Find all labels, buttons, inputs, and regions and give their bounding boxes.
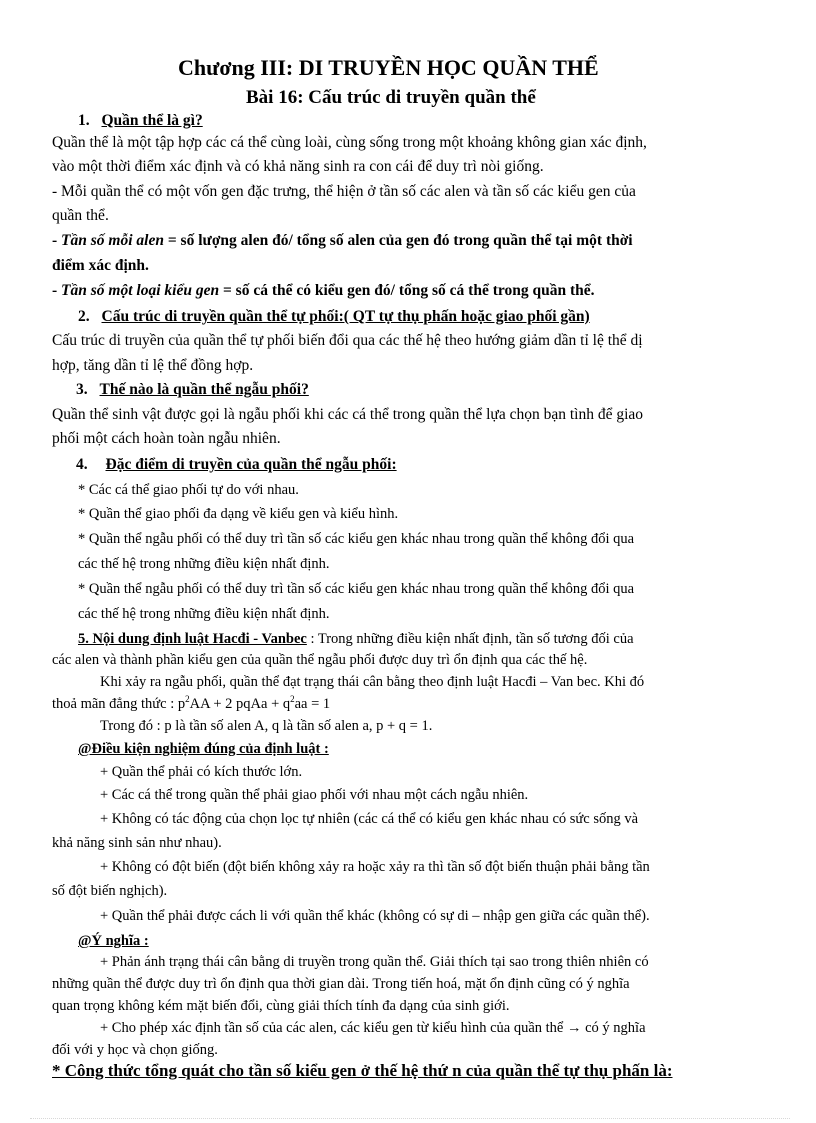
equation-text: aa = 1	[294, 696, 331, 712]
section-5-title: 5. Nội dung định luật Hacđi - Vanbec	[78, 631, 307, 647]
list-item: + Không có tác động của chọn lọc tự nhiên (các cá thể có kiểu gen khác nhau có sức sống và	[100, 811, 639, 827]
paragraph: quần thể.	[52, 207, 109, 224]
section-1-heading	[78, 111, 203, 131]
paragraph: những quần thể được duy trì ổn định qua thời gian dài. Trong tiến hoá, mặt ổn định cũng có ý nghĩa	[52, 976, 630, 992]
definition-text: = số cá thể có kiểu gen đó/ tổng số cá thể trong quần thể.	[219, 282, 595, 299]
meaning-heading: @Ý nghĩa :	[78, 933, 149, 949]
page-bottom-divider	[30, 1118, 790, 1119]
section-2-title: Cấu trúc di truyền quần thể tự phối:( QT tự thụ phấn hoặc giao phối gần)	[101, 308, 590, 325]
definition-genotype-frequency	[52, 281, 594, 301]
list-item: * Quần thể ngẫu phối có thể duy trì tần số các kiểu gen khác nhau trong quần thể không đổi qua	[78, 531, 635, 547]
paragraph: Cấu trúc di truyền của quần thể tự phối biến đổi qua các thế hệ theo hướng giảm dần tỉ lệ thể dị	[52, 332, 643, 349]
list-item: + Quần thể phải có kích thước lớn.	[100, 764, 303, 780]
paragraph: vào một thời điểm xác định và có khả năng sinh ra con cái để duy trì nòi giống.	[52, 158, 544, 175]
list-item: + Không có đột biến (đột biến không xảy ra hoặc xảy ra thì tần số đột biến thuận phải bằng tần	[100, 859, 650, 875]
paragraph: Quần thể sinh vật được gọi là ngẫu phối khi các cá thể trong quần thể lựa chọn bạn tình để giao	[52, 406, 644, 423]
list-item: số đột biến nghịch).	[52, 883, 168, 899]
list-item: khả năng sinh sản như nhau).	[52, 835, 222, 851]
list-item: * Các cá thể giao phối tự do với nhau.	[78, 482, 299, 498]
section-5-heading	[78, 629, 634, 649]
section-4-heading	[76, 455, 397, 475]
paragraph: Trong đó : p là tần số alen A, q là tần số alen a, p + q = 1.	[100, 718, 433, 734]
paragraph: các alen và thành phần kiểu gen của quần thể ngẫu phối được duy trì ổn định qua các thế hệ.	[52, 652, 588, 668]
term: Tần số một loại kiểu gen	[61, 282, 220, 299]
section-2-number: 2.	[78, 308, 90, 325]
exponent: 2	[185, 694, 190, 705]
section-3-heading	[76, 380, 309, 400]
section-3-title: Thế nào là quần thể ngẫu phối?	[99, 381, 309, 398]
paragraph: Quần thể là một tập hợp các cá thể cùng loài, cùng sống trong một khoảng không gian xác định,	[52, 134, 647, 151]
paragraph: hợp, tăng dần tỉ lệ thể đồng hợp.	[52, 357, 254, 374]
equation-text: thoả mãn đẳng thức : p	[52, 696, 186, 712]
hardy-weinberg-equation	[52, 694, 330, 714]
section-1-title: Quần thể là gì?	[101, 112, 203, 129]
list-item: + Quần thể phải được cách li với quần thể khác (không có sự di – nhập gen giữa các quần thể).	[100, 908, 650, 924]
paragraph: Khi xảy ra ngẫu phối, quần thể đạt trạng thái cân bằng theo định luật Hacđi – Van bec. Khi đó	[100, 674, 645, 690]
dash: -	[52, 282, 62, 299]
list-item: các thế hệ trong những điều kiện nhất định.	[78, 606, 330, 622]
definition-allele-frequency	[52, 231, 633, 251]
dash: -	[52, 232, 62, 249]
section-5-text: : Trong những điều kiện nhất định, tần số tương đối của	[306, 631, 634, 647]
paragraph: + Phản ánh trạng thái cân bằng di truyền trong quần thể. Giải thích tại sao trong thiên nhiên có	[100, 954, 649, 970]
section-4-title: Đặc điểm di truyền của quần thể ngẫu phối:	[105, 456, 397, 473]
term: Tần số mỗi alen	[61, 232, 164, 249]
list-item: * Quần thể ngẫu phối có thể duy trì tần số các kiểu gen khác nhau trong quần thể không đổi qua	[78, 581, 635, 597]
list-item: các thế hệ trong những điều kiện nhất định.	[78, 556, 330, 572]
paragraph: điểm xác định.	[52, 257, 149, 274]
list-item: + Các cá thể trong quần thể phải giao phối với nhau một cách ngẫu nhiên.	[100, 787, 529, 803]
section-3-number: 3.	[76, 381, 88, 398]
section-1-number: 1.	[78, 112, 90, 129]
exponent: 2	[290, 694, 295, 705]
paragraph: + Cho phép xác định tần số của các alen, các kiểu gen từ kiểu hình của quần thể → có ý nghĩa	[100, 1020, 646, 1036]
list-item: * Quần thể giao phối đa dạng về kiểu gen và kiểu hình.	[78, 506, 399, 522]
conditions-heading: @Điều kiện nghiệm đúng của định luật :	[78, 741, 329, 757]
lesson-subtitle: Bài 16: Cấu trúc di truyền quần thể	[246, 87, 536, 108]
section-2-heading	[78, 307, 590, 327]
paragraph: đối với y học và chọn giống.	[52, 1042, 218, 1058]
paragraph: phối một cách hoàn toàn ngẫu nhiên.	[52, 430, 281, 447]
definition-text: = số lượng alen đó/ tổng số alen của gen đó trong quần thể tại một thời	[163, 232, 633, 249]
page-title: Chương III: DI TRUYỀN HỌC QUẦN THỂ	[178, 55, 599, 80]
section-4-number: 4.	[76, 456, 88, 473]
paragraph: quan trọng không kém mặt biến đổi, cùng giải thích tính đa dạng của sinh giới.	[52, 998, 510, 1014]
equation-text: AA + 2 pqAa + q	[189, 696, 291, 712]
paragraph: - Mỗi quần thể có một vốn gen đặc trưng, thể hiện ở tần số các alen và tần số các kiểu gen của	[52, 183, 636, 200]
general-formula-heading: * Công thức tổng quát cho tần số kiểu gen ở thế hệ thứ n của quần thể tự thụ phấn là:	[52, 1061, 673, 1080]
